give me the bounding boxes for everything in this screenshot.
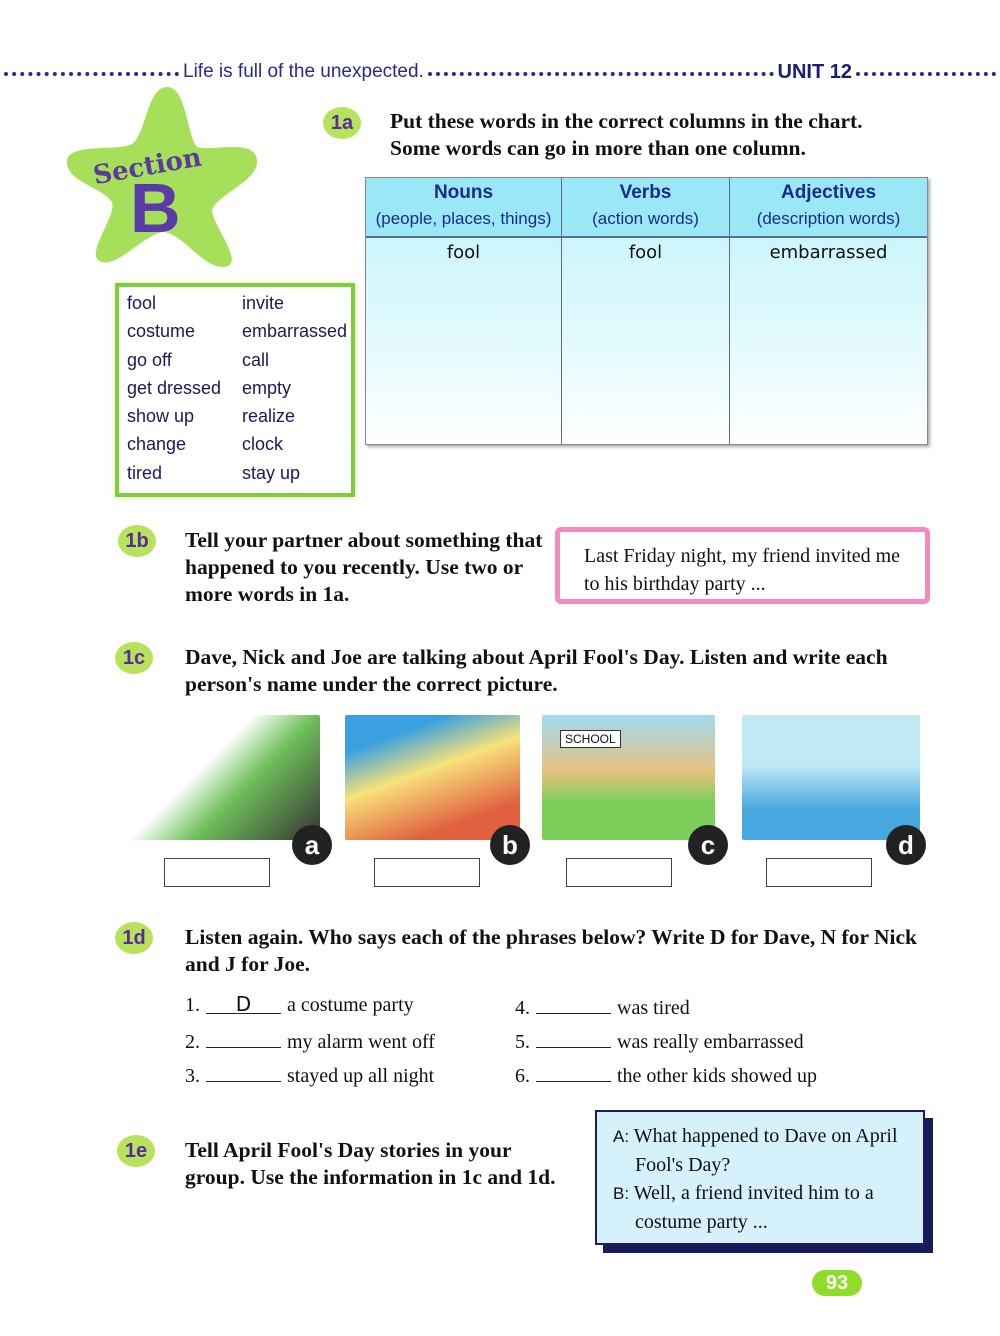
phrase-text: was really embarrassed	[617, 1031, 804, 1053]
word-box-item: realize	[242, 406, 296, 427]
column-entry[interactable]: fool	[446, 242, 481, 263]
word-box-item: empty	[242, 377, 292, 398]
phrase-text: my alarm went off	[287, 1031, 435, 1053]
dialog-text: Well, a friend invited him to a costume party ...	[633, 1182, 874, 1233]
column-verbs	[562, 178, 730, 444]
exercise-badge-1c: 1c	[115, 642, 153, 674]
column-entry[interactable]: embarrassed	[769, 242, 888, 263]
exercise-badge-1b: 1b	[118, 525, 156, 557]
word-box-item: call	[242, 349, 270, 370]
instruction-line: Some words can go in more than one column.	[390, 136, 806, 160]
picture-b	[345, 715, 520, 840]
phrase-item	[515, 1060, 817, 1088]
name-answer-box-c[interactable]	[566, 858, 672, 887]
word-box-item: embarrassed	[242, 321, 348, 342]
answer-blank[interactable]	[536, 1026, 611, 1048]
picture-label-d: d	[886, 825, 926, 865]
page-header	[0, 60, 1000, 84]
name-answer-box-b[interactable]	[374, 858, 480, 887]
column-subtitle: (description words)	[756, 209, 901, 228]
picture-a	[125, 715, 320, 840]
picture-c	[542, 715, 715, 840]
word-box-item: costume	[127, 321, 196, 342]
page-number: 93	[812, 1270, 862, 1296]
column-subtitle: (action words)	[592, 209, 699, 228]
picture-d	[742, 715, 920, 840]
phrase-text: the other kids showed up	[617, 1065, 817, 1087]
word-box-item: change	[127, 434, 187, 455]
phrase-item	[515, 1026, 804, 1054]
instruction-1b: Tell your partner about something that happened to you recently. Use two or more words in 1a.	[185, 528, 543, 606]
word-box-item: clock	[242, 434, 284, 455]
item-number: 3.	[185, 1065, 200, 1087]
picture-label-b: b	[490, 825, 530, 865]
section-star-icon	[62, 82, 262, 272]
instruction-line: Put these words in the correct columns in the chart.	[390, 109, 863, 133]
phrase-text: was tired	[617, 997, 690, 1019]
divider	[4, 72, 179, 76]
speaker: A:	[613, 1127, 630, 1146]
picture-label-c: c	[688, 825, 728, 865]
word-box-item: show up	[127, 406, 195, 427]
answer-blank[interactable]	[536, 992, 611, 1014]
phrase-text: a costume party	[287, 994, 414, 1016]
unit-number: UNIT 12	[777, 60, 852, 83]
section-letter: B	[130, 169, 181, 247]
name-answer-box-d[interactable]	[766, 858, 872, 887]
word-box-item: get dressed	[127, 377, 222, 398]
phrase-text: stayed up all night	[287, 1065, 435, 1087]
column-nouns	[366, 178, 562, 444]
school-sign: SCHOOL	[560, 730, 621, 748]
column-title: Nouns	[433, 182, 494, 203]
example-speech-box: Last Friday night, my friend invited me to his birthday party ...	[555, 527, 930, 604]
phrase-item	[185, 1060, 434, 1088]
item-number: 2.	[185, 1031, 200, 1053]
instruction-1e: Tell April Fool's Day stories in your group. Use the information in 1c and 1d.	[185, 1138, 556, 1189]
dialog-line-b	[613, 1179, 907, 1236]
answer-blank[interactable]	[206, 1026, 281, 1048]
dialog-line-a	[613, 1122, 907, 1179]
example-dialog-box	[595, 1110, 925, 1245]
item-number: 1.	[185, 994, 200, 1016]
word-box-item: stay up	[242, 462, 301, 483]
speaker: B:	[613, 1184, 630, 1203]
section-label: Section	[91, 142, 204, 192]
column-entry[interactable]: fool	[628, 242, 663, 263]
instruction-1c: Dave, Nick and Joe are talking about April Fool's Day. Listen and write each person's name under the correct picture.	[185, 645, 888, 696]
answer-blank[interactable]: D	[206, 992, 281, 1014]
column-subtitle: (people, places, things)	[375, 209, 552, 228]
exercise-badge-1e: 1e	[117, 1135, 155, 1167]
word-box-item: tired	[127, 462, 163, 483]
unit-theme: Life is full of the unexpected.	[183, 61, 424, 82]
phrase-item	[185, 992, 414, 1017]
word-chart	[365, 177, 928, 445]
word-box	[115, 283, 355, 497]
word-box-item: go off	[127, 349, 172, 370]
divider	[856, 72, 996, 76]
word-box-item: fool	[127, 293, 157, 313]
name-answer-box-a[interactable]	[164, 858, 270, 887]
phrase-item	[185, 1026, 435, 1054]
instruction-1d: Listen again. Who says each of the phrases below? Write D for Dave, N for Nick and J for Joe.	[185, 925, 917, 976]
picture-label-a: a	[292, 825, 332, 865]
exercise-badge-1d: 1d	[115, 922, 153, 954]
item-number: 5.	[515, 1031, 530, 1053]
item-number: 6.	[515, 1065, 530, 1087]
instruction-1a	[390, 108, 950, 162]
item-number: 4.	[515, 997, 530, 1019]
dialog-text: What happened to Dave on April Fool's Day?	[633, 1125, 898, 1176]
exercise-badge-1a: 1a	[323, 107, 361, 139]
phrase-item	[515, 992, 690, 1020]
answer-blank[interactable]	[206, 1060, 281, 1082]
column-adjectives	[730, 178, 927, 444]
column-title: Verbs	[619, 182, 672, 203]
answer-blank[interactable]	[536, 1060, 611, 1082]
word-box-item: invite	[242, 293, 285, 313]
divider	[428, 72, 774, 76]
column-title: Adjectives	[780, 182, 877, 203]
